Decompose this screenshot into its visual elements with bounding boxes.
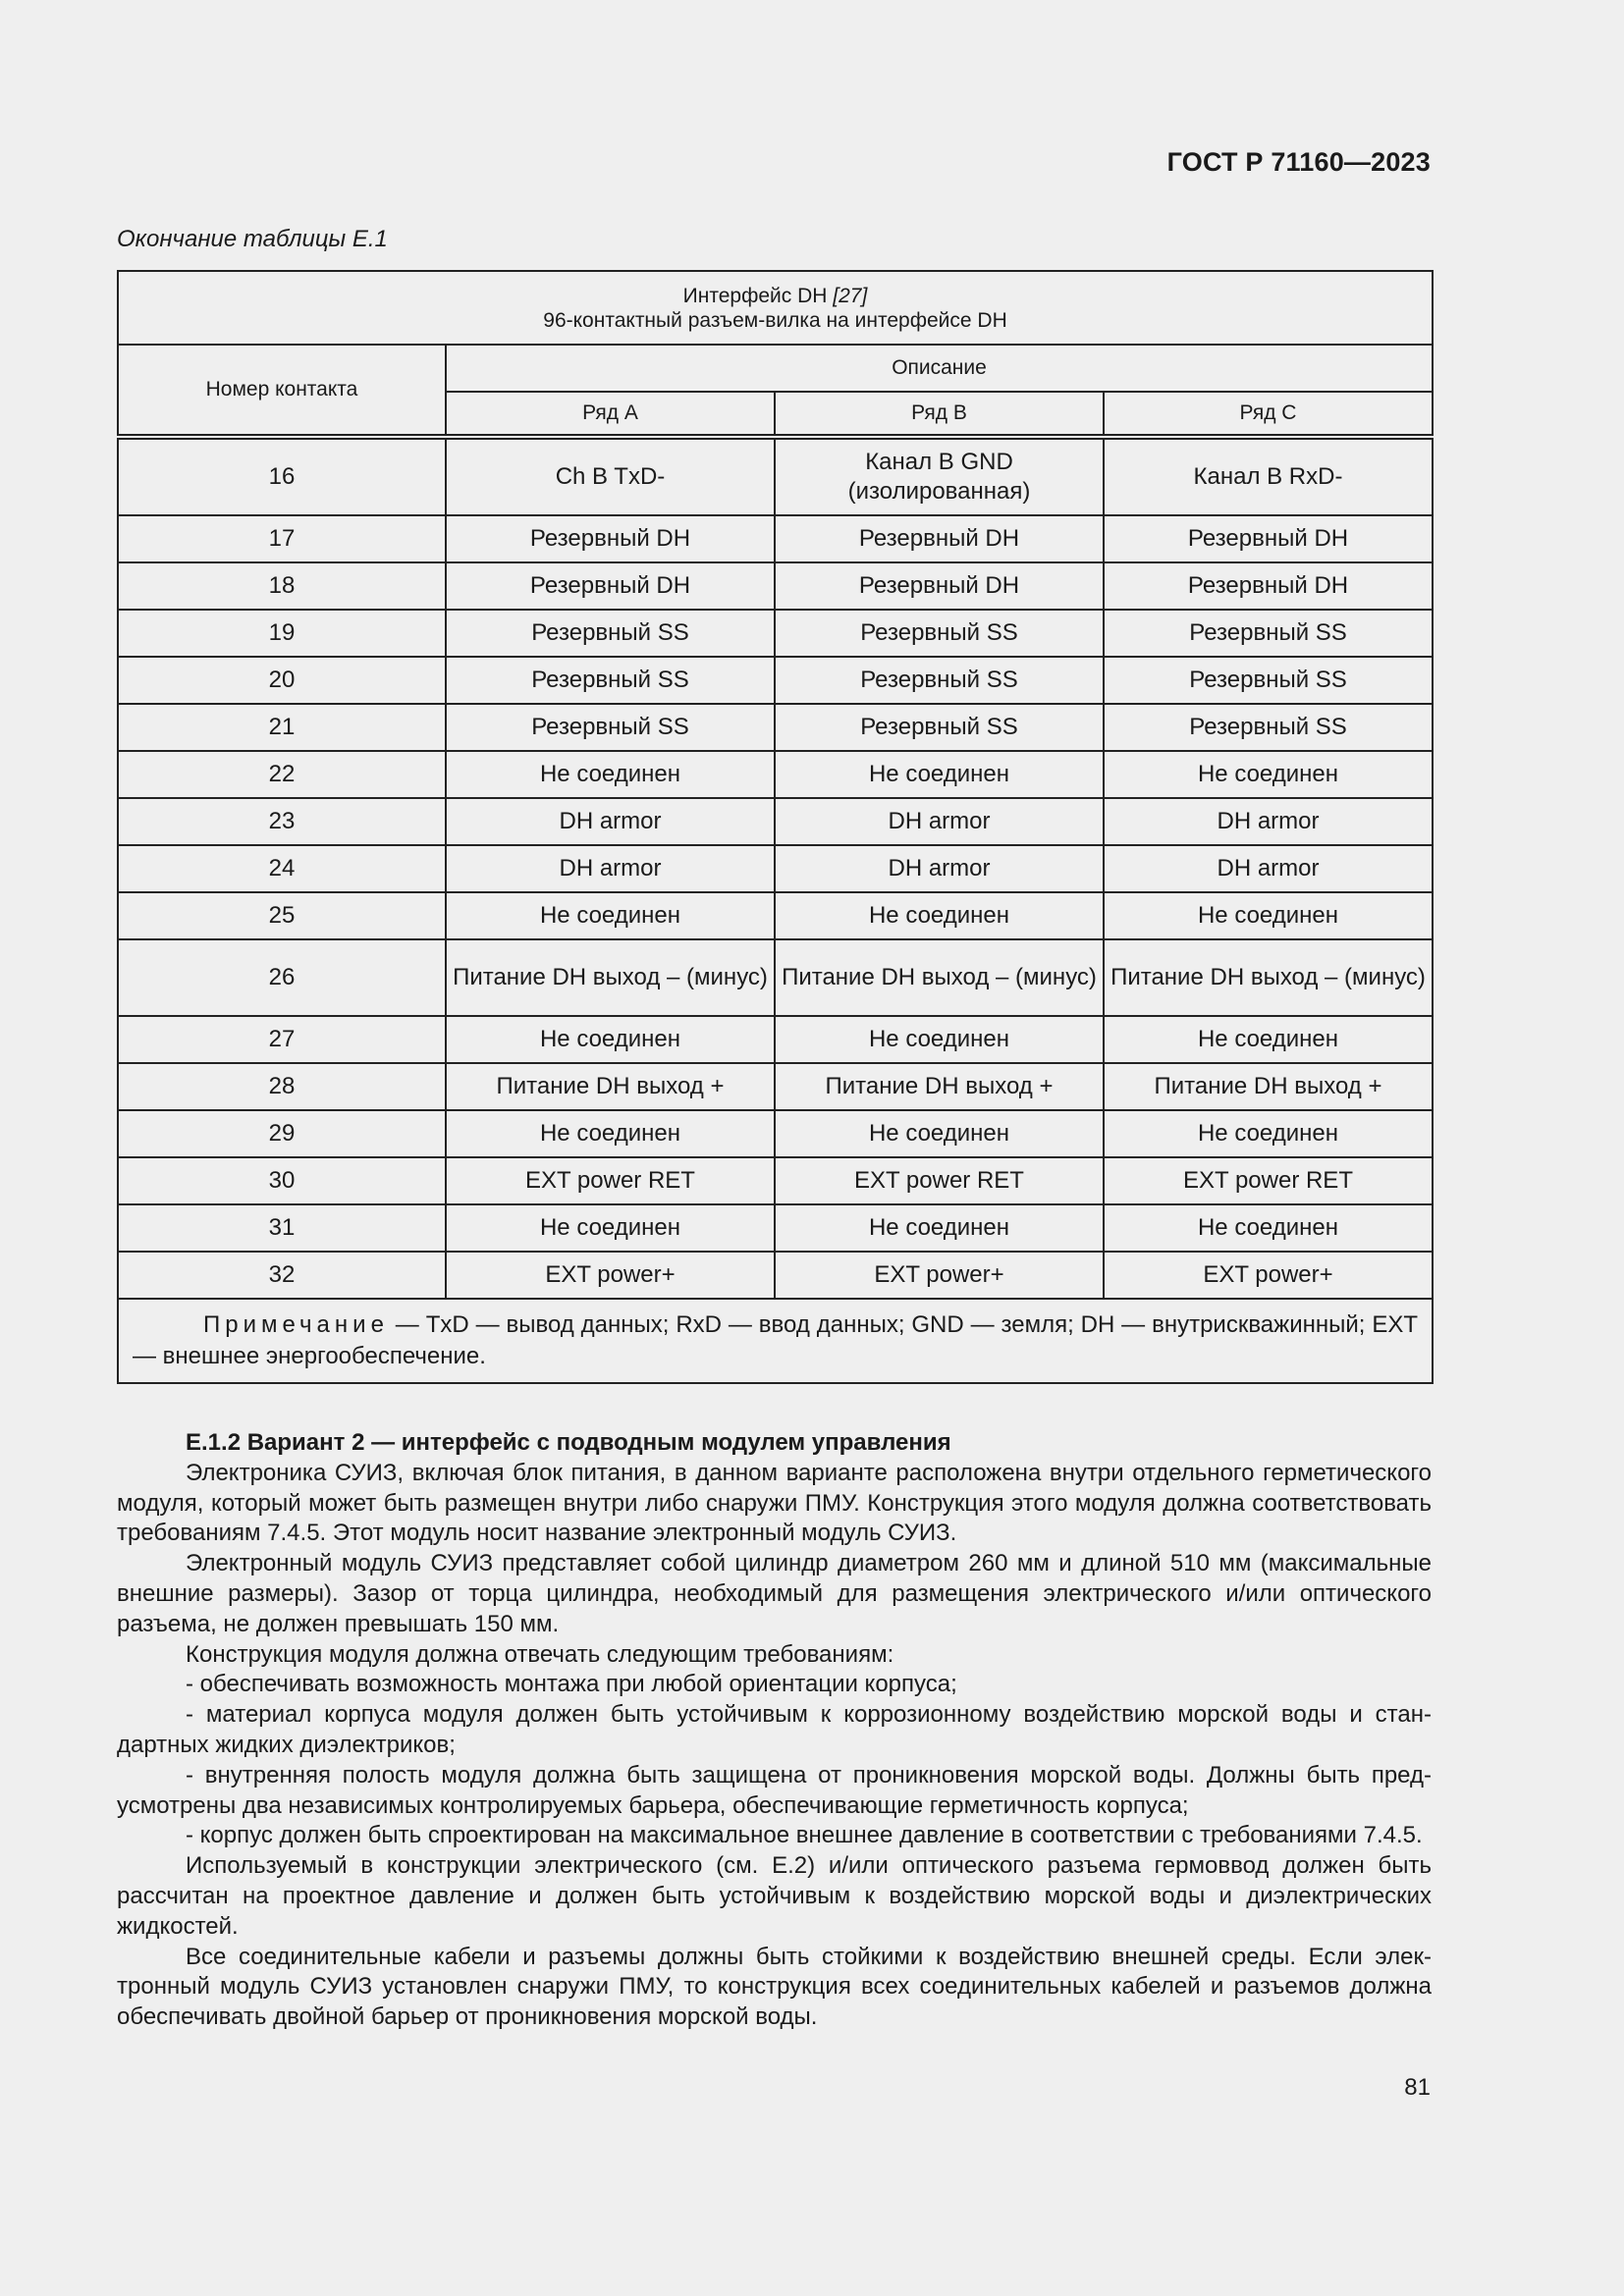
cell-row-a: Не соединен <box>446 1204 775 1252</box>
cell-row-b: Питание DH выход – (минус) <box>775 939 1104 1016</box>
table-body <box>118 437 1433 1299</box>
cell-row-a: Не соединен <box>446 751 775 798</box>
cell-row-c: EXT power+ <box>1104 1252 1433 1299</box>
table-row <box>118 1252 1433 1299</box>
cell-pin: 22 <box>118 751 446 798</box>
cell-row-c: Не соединен <box>1104 1204 1433 1252</box>
table-row <box>118 892 1433 939</box>
section-paragraph: Электронный модуль СУИЗ представляет собой цилиндр диаметром 260 мм и длиной 510 мм (максимальные внешние размеры). Зазор от торца цилиндра, необходимый для размещения электрического и/или оптического разъема, не должен превышать 150 мм. <box>117 1550 1432 1637</box>
cell-pin: 17 <box>118 515 446 562</box>
cell-row-c: Канал В RxD- <box>1104 437 1433 515</box>
cell-row-c: Не соединен <box>1104 892 1433 939</box>
pin-assignment-table <box>117 270 1434 1384</box>
cell-row-b: Не соединен <box>775 1016 1104 1063</box>
table-row <box>118 1157 1433 1204</box>
cell-row-b: Резервный SS <box>775 610 1104 657</box>
table-caption: Окончание таблицы Е.1 <box>117 226 388 252</box>
table-row <box>118 562 1433 610</box>
cell-row-a: Резервный SS <box>446 657 775 704</box>
list-item: - материал корпуса модуля должен быть устойчивым к коррозионному воздействию морской воды и стандартных жидких диэлектриков; <box>117 1701 1432 1758</box>
col-header-row-a: Ряд А <box>446 392 775 437</box>
table-subtitle: 96-контактный разъем-вилка на интерфейсе DH <box>543 308 1007 332</box>
cell-row-c: DH armor <box>1104 798 1433 845</box>
table-row <box>118 437 1433 515</box>
table-row <box>118 1063 1433 1110</box>
cell-row-b: DH armor <box>775 845 1104 892</box>
cell-row-b: Резервный SS <box>775 657 1104 704</box>
table-title-prefix: Интерфейс DH <box>682 284 834 307</box>
cell-pin: 32 <box>118 1252 446 1299</box>
cell-row-c: DH armor <box>1104 845 1433 892</box>
table-row <box>118 798 1433 845</box>
cell-row-c: Не соединен <box>1104 1110 1433 1157</box>
col-header-pin: Номер контакта <box>118 345 446 437</box>
cell-pin: 31 <box>118 1204 446 1252</box>
cell-pin: 21 <box>118 704 446 751</box>
cell-pin: 16 <box>118 437 446 515</box>
table-note <box>118 1299 1433 1383</box>
list-item: - обеспечивать возможность монтажа при любой ориентации корпуса; <box>186 1671 957 1698</box>
table-title <box>118 271 1433 345</box>
section-body <box>117 1428 1432 2033</box>
cell-row-b: Не соединен <box>775 892 1104 939</box>
cell-row-c: Резервный SS <box>1104 704 1433 751</box>
cell-row-c: Резервный SS <box>1104 610 1433 657</box>
cell-row-c: Не соединен <box>1104 751 1433 798</box>
col-header-row-b: Ряд В <box>775 392 1104 437</box>
cell-row-a: Питание DH выход + <box>446 1063 775 1110</box>
cell-pin: 20 <box>118 657 446 704</box>
cell-pin: 19 <box>118 610 446 657</box>
cell-pin: 23 <box>118 798 446 845</box>
table-row <box>118 610 1433 657</box>
cell-row-b: Резервный SS <box>775 704 1104 751</box>
table-row <box>118 939 1433 1016</box>
cell-row-c: EXT power RET <box>1104 1157 1433 1204</box>
cell-row-a: Резервный DH <box>446 515 775 562</box>
cell-pin: 30 <box>118 1157 446 1204</box>
table-row <box>118 704 1433 751</box>
cell-row-c: Питание DH выход + <box>1104 1063 1433 1110</box>
page-number: 81 <box>1404 2074 1431 2101</box>
col-header-description: Описание <box>446 345 1433 392</box>
cell-row-b: DH armor <box>775 798 1104 845</box>
table-row <box>118 657 1433 704</box>
cell-row-a: Не соединен <box>446 1110 775 1157</box>
cell-row-a: DH armor <box>446 798 775 845</box>
cell-row-a: Резервный SS <box>446 610 775 657</box>
cell-row-c: Резервный DH <box>1104 562 1433 610</box>
cell-row-c: Резервный DH <box>1104 515 1433 562</box>
list-item: - корпус должен быть спроектирован на максимальное внешнее давление в соответствии с требованиями 7.4.5. <box>186 1822 1423 1849</box>
cell-pin: 28 <box>118 1063 446 1110</box>
cell-row-c: Резервный SS <box>1104 657 1433 704</box>
cell-pin: 18 <box>118 562 446 610</box>
document-id: ГОСТ Р 71160—2023 <box>1166 147 1431 177</box>
cell-row-b: Не соединен <box>775 1204 1104 1252</box>
col-header-row-c: Ряд С <box>1104 392 1433 437</box>
cell-row-a: EXT power RET <box>446 1157 775 1204</box>
note-label: Примечание <box>203 1311 389 1338</box>
cell-row-a: Резервный DH <box>446 562 775 610</box>
cell-row-b: Резервный DH <box>775 562 1104 610</box>
cell-row-b: Канал В GND (изолированная) <box>775 437 1104 515</box>
cell-row-a: EXT power+ <box>446 1252 775 1299</box>
table-row <box>118 1204 1433 1252</box>
section-paragraph: Конструкция модуля должна отвечать следующим требованиям: <box>186 1640 894 1668</box>
table-title-ref: [27] <box>833 284 868 307</box>
cell-row-b: Не соединен <box>775 1110 1104 1157</box>
cell-row-c: Не соединен <box>1104 1016 1433 1063</box>
table-row <box>118 1016 1433 1063</box>
cell-row-a: Не соединен <box>446 892 775 939</box>
cell-pin: 27 <box>118 1016 446 1063</box>
cell-row-a: Резервный SS <box>446 704 775 751</box>
cell-row-c: Питание DH выход – (минус) <box>1104 939 1433 1016</box>
table-row <box>118 1110 1433 1157</box>
cell-row-b: Не соединен <box>775 751 1104 798</box>
cell-row-a: Ch B TxD- <box>446 437 775 515</box>
cell-row-b: Питание DH выход + <box>775 1063 1104 1110</box>
cell-row-a: Не соединен <box>446 1016 775 1063</box>
cell-row-a: DH armor <box>446 845 775 892</box>
cell-pin: 26 <box>118 939 446 1016</box>
cell-row-b: Резервный DH <box>775 515 1104 562</box>
note-text: — TxD — вывод данных; RxD — ввод данных; GND — земля; DH — внутрискважинный; EXT— внешнее энергообеспечение. <box>133 1311 1419 1369</box>
cell-pin: 24 <box>118 845 446 892</box>
table-row <box>118 515 1433 562</box>
list-item: - внутренняя полость модуля должна быть защищена от проникновения морской воды. Должны быть предусмотрены два независимых контролируемых барьера, обеспечивающие герметичность корпуса; <box>117 1761 1432 1819</box>
table-row <box>118 751 1433 798</box>
cell-pin: 29 <box>118 1110 446 1157</box>
section-paragraph: Все соединительные кабели и разъемы должны быть стойкими к воздействию внешней среды. Если электронный модуль СУИЗ установлен снаружи ПМУ, то конструкция всех соединительных кабелей и разъемов должна обеспечивать двойной барьер от проникновения морской воды. <box>117 1943 1432 2031</box>
cell-pin: 25 <box>118 892 446 939</box>
section-paragraph: Электроника СУИЗ, включая блок питания, в данном варианте расположена внутри отдельного герметического модуля, который может быть размещен внутри либо снаружи ПМУ. Конструкция этого модуля должна соответствовать требованиям 7.4.5. Этот модуль носит название электронный модуль СУИЗ. <box>117 1459 1432 1547</box>
cell-row-b: EXT power+ <box>775 1252 1104 1299</box>
section-heading: Е.1.2 Вариант 2 — интерфейс с подводным модулем управления <box>186 1429 951 1456</box>
table-row <box>118 845 1433 892</box>
section-paragraph: Используемый в конструкции электрического (см. Е.2) и/или оптического разъема гермоввод должен быть рассчитан на проектное давление и должен быть устойчивым к воздействию морской воды и диэлектрических жидкостей. <box>117 1852 1432 1940</box>
cell-row-b: EXT power RET <box>775 1157 1104 1204</box>
cell-row-a: Питание DH выход – (минус) <box>446 939 775 1016</box>
